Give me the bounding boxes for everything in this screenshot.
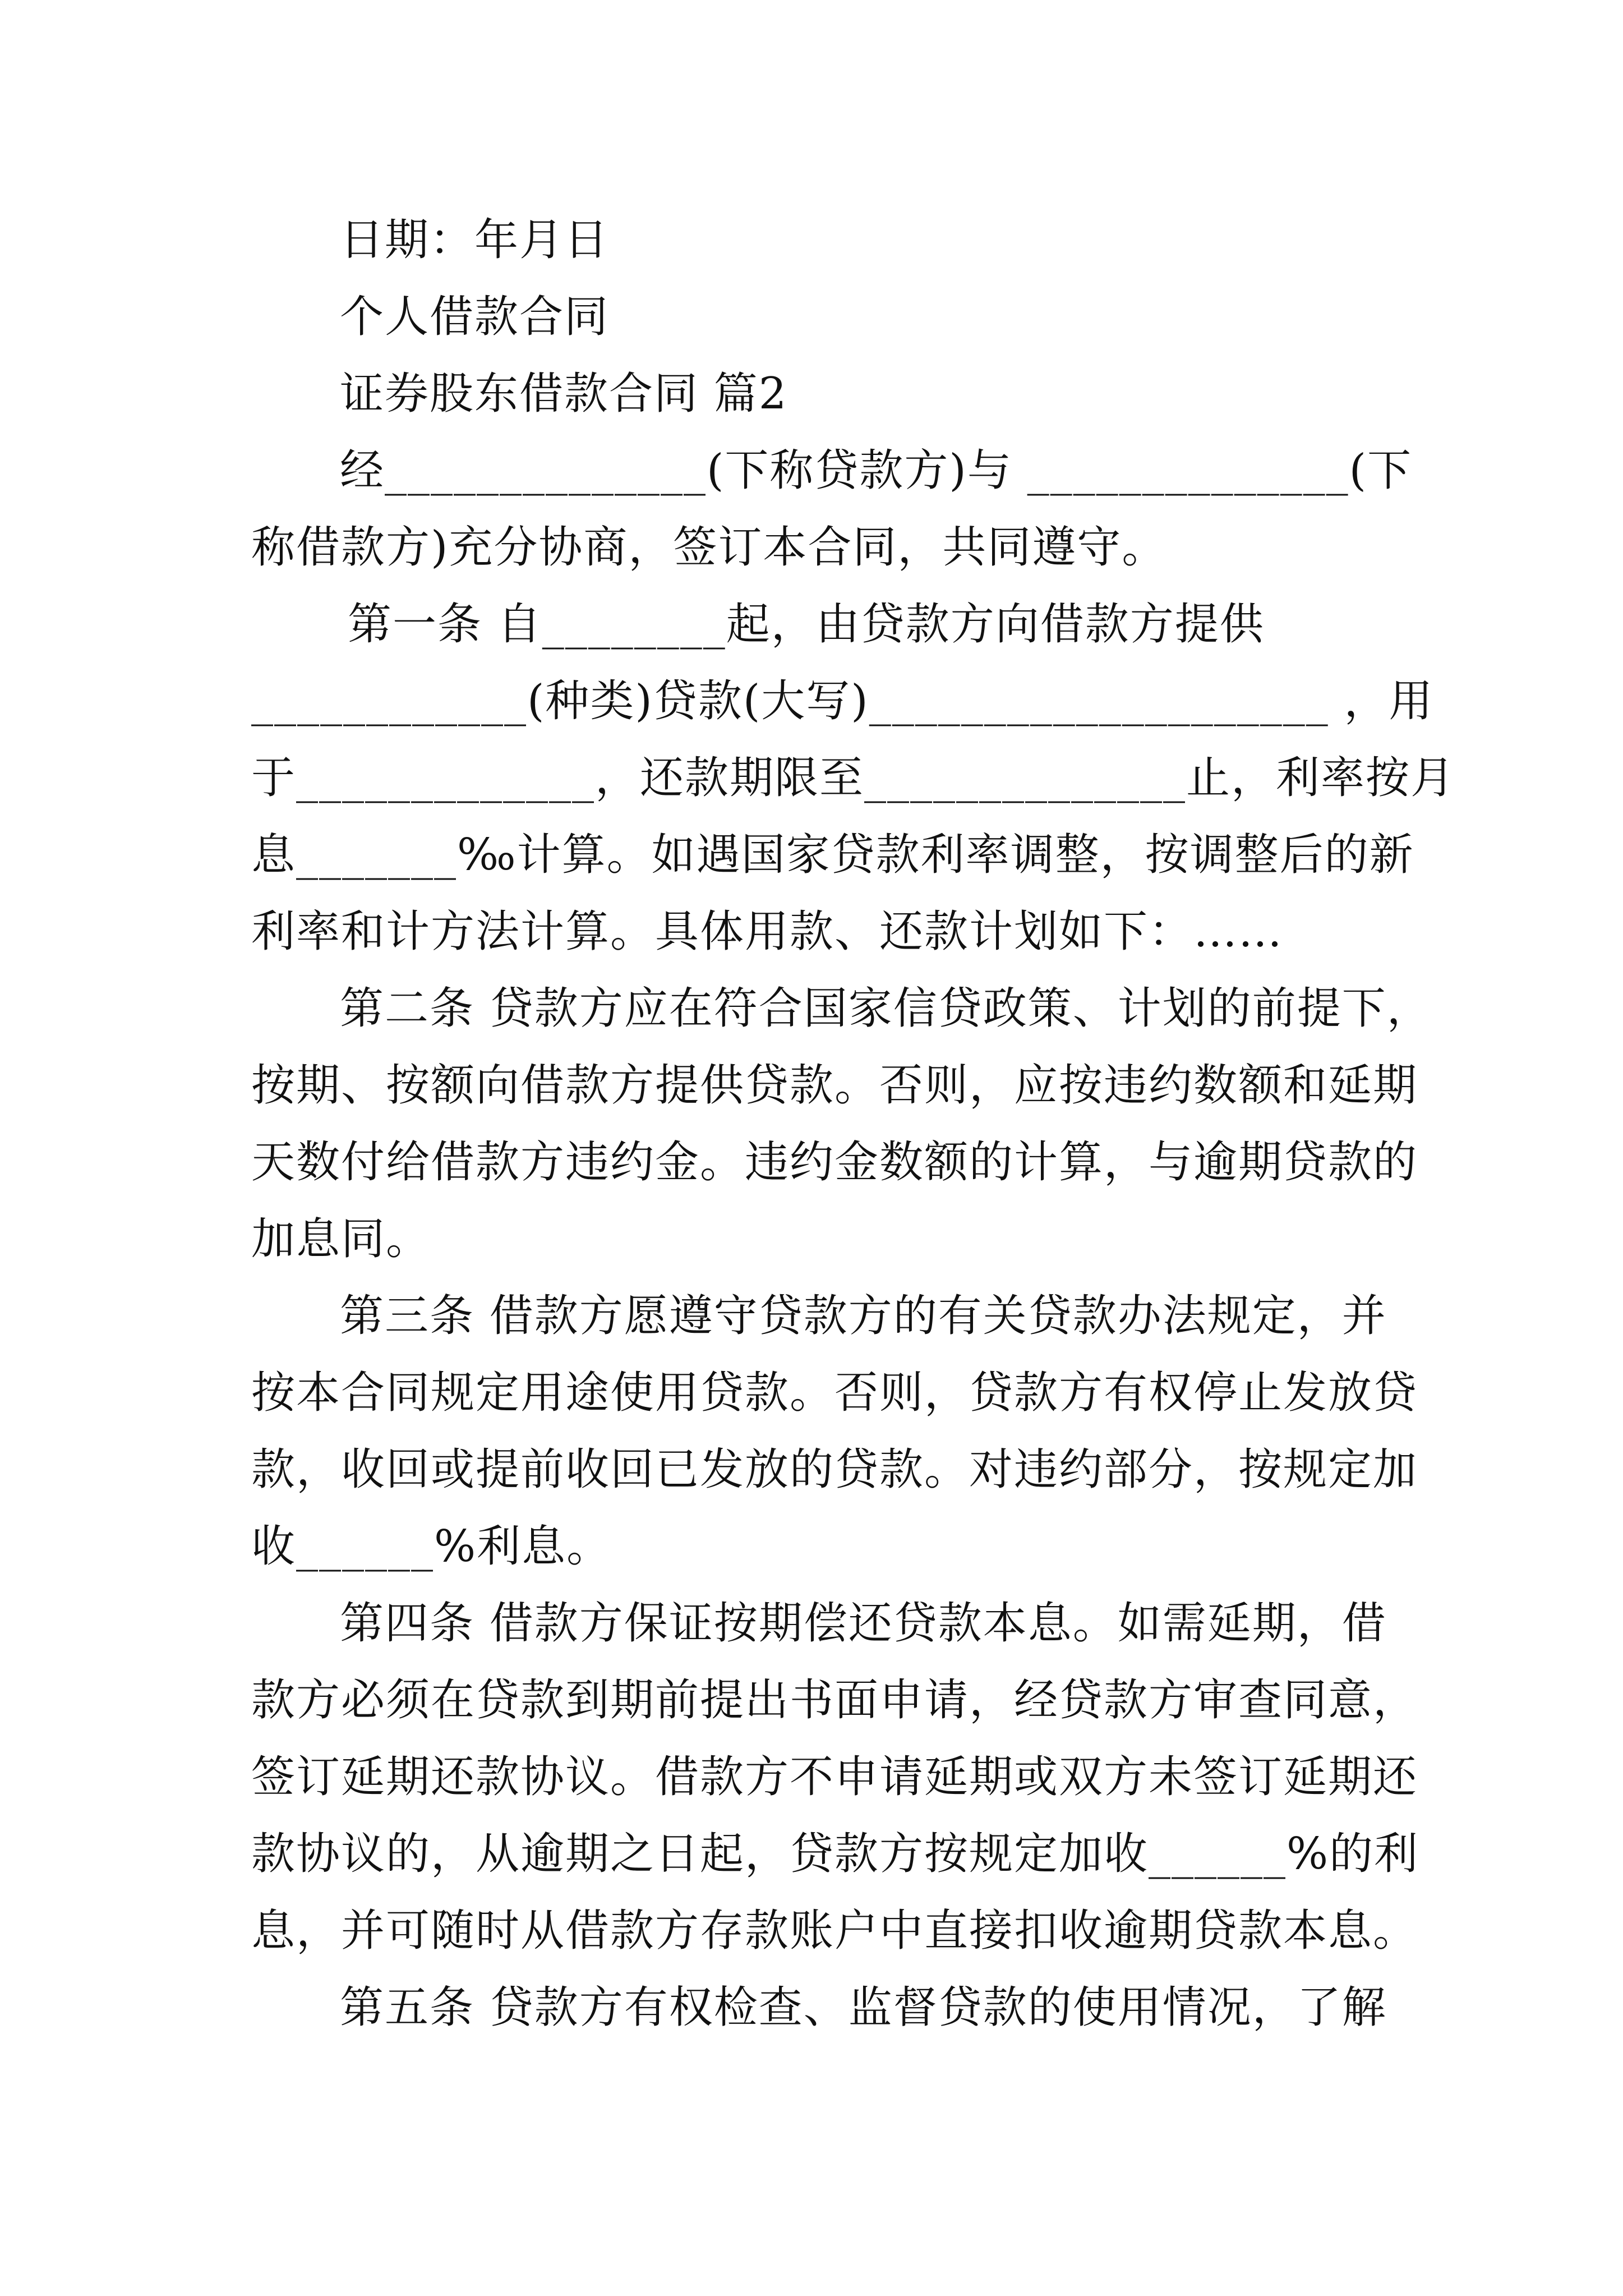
article-2-line: 天数付给借款方违约金。违约金数额的计算，与逾期贷款的 [251, 1137, 1418, 1188]
document-body [251, 202, 1456, 2046]
article-5-line: 第五条 贷款方有权检查、监督贷款的使用情况，了解 [340, 1982, 1387, 2033]
section-title-personal-loan-contract: 个人借款合同 [340, 292, 610, 342]
paragraph-line: 称借款方)充分协商，签订本合同，共同遵守。 [251, 522, 1167, 573]
article-4-line: 第四条 借款方保证按期偿还贷款本息。如需延期，借 [340, 1598, 1387, 1649]
article-3-line: 收______%利息。 [251, 1521, 612, 1572]
article-2-line: 按期、按额向借款方提供贷款。否则，应按违约数额和延期 [251, 1060, 1418, 1111]
article-2-line: 加息同。 [251, 1214, 431, 1264]
article-3-line: 款，收回或提前收回已发放的贷款。对违约部分，按规定加 [251, 1444, 1418, 1495]
article-4-line: 签订延期还款协议。借款方不申请延期或双方未签订延期还 [251, 1752, 1418, 1802]
date-line: 日期：年月日 [340, 215, 610, 265]
paragraph-line: 经______________(下称贷款方)与 ______________(下 [340, 445, 1413, 496]
article-4-line: 款方必须在贷款到期前提出书面申请，经贷款方审查同意， [251, 1675, 1418, 1726]
article-3-line: 按本合同规定用途使用贷款。否则，贷款方有权停止发放贷 [251, 1368, 1418, 1418]
article-1-line: 利率和计方法计算。具体用款、还款计划如下：…… [251, 907, 1284, 957]
article-1-line: ____________(种类)贷款(大写)____________________ ，用 [251, 676, 1434, 726]
section-title-securities-contract: 证券股东借款合同 篇2 [340, 369, 788, 419]
article-4-line: 款协议的，从逾期之日起，贷款方按规定加收______%的利 [251, 1829, 1419, 1879]
article-3-line: 第三条 借款方愿遵守贷款方的有关贷款办法规定，并 [340, 1291, 1387, 1341]
article-4-line: 息，并可随时从借款方存款账户中直接扣收逾期贷款本息。 [251, 1906, 1418, 1956]
article-1-line: 第一条 自________起，由贷款方向借款方提供 [348, 599, 1265, 650]
article-2-line: 第二条 贷款方应在符合国家信贷政策、计划的前提下， [340, 983, 1432, 1034]
article-1-line: 于_____________，还款期限至______________止，利率按月 [251, 753, 1456, 803]
article-1-line: 息_______‰计算。如遇国家贷款利率调整，按调整后的新 [251, 830, 1414, 880]
